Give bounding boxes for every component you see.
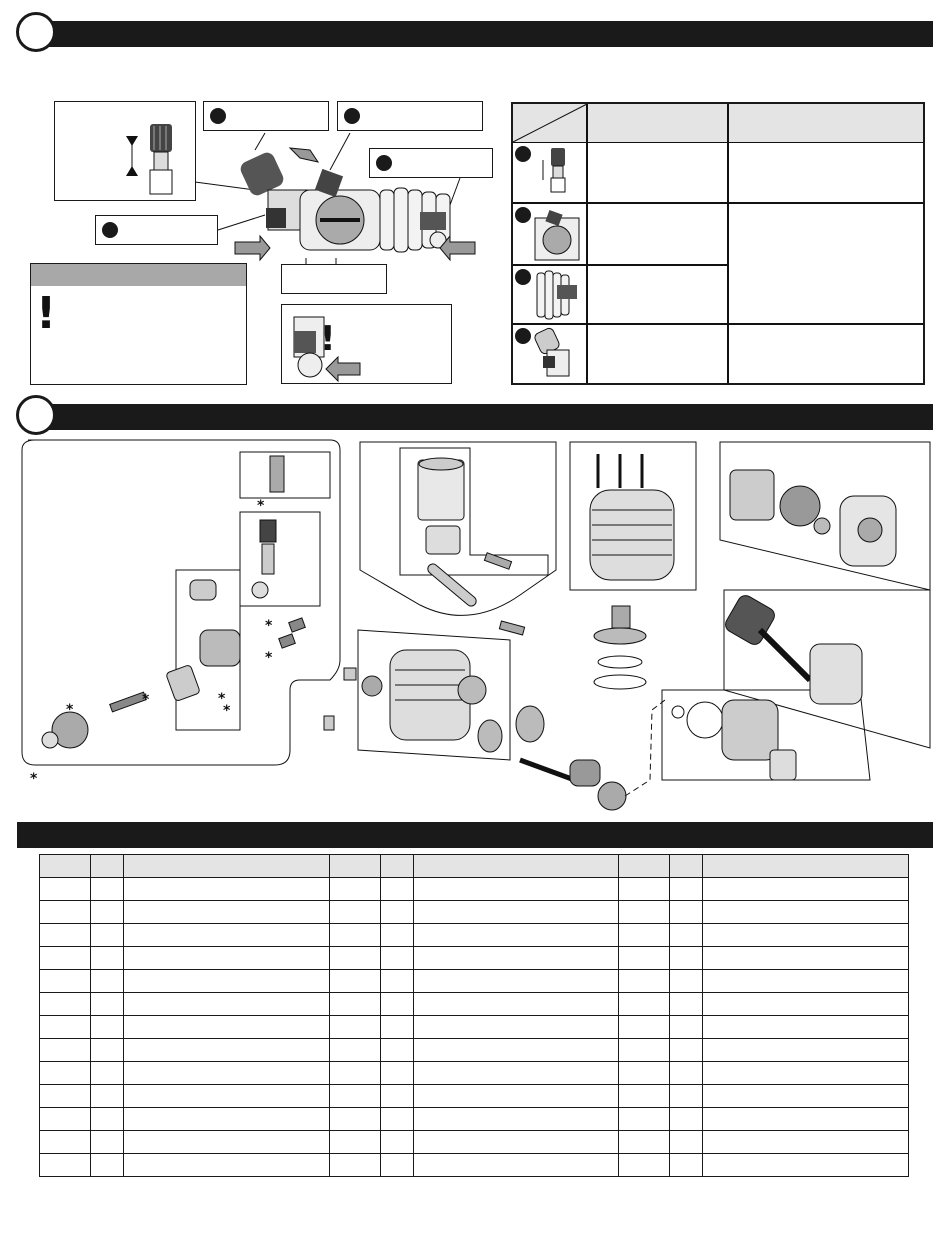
table-cell [380,1154,413,1177]
table-cell [123,1085,329,1108]
table-cell [670,1154,703,1177]
table-cell [329,1062,380,1085]
header-cell [90,855,123,878]
table-cell [123,1131,329,1154]
table-cell [329,993,380,1016]
table-cell [329,1131,380,1154]
warning-box [30,263,247,385]
table-cell [703,878,909,901]
asterisk-marker: * [265,618,273,634]
table-cell [670,878,703,901]
table-cell [380,1039,413,1062]
table-cell [619,901,670,924]
table-row [40,1062,909,1085]
table-cell [40,924,91,947]
table-cell [413,901,619,924]
table-cell [90,1131,123,1154]
table-cell [670,1039,703,1062]
table-cell [90,878,123,901]
table-cell [670,1085,703,1108]
table-cell [123,1039,329,1062]
header-diagonal [513,104,587,142]
table-row [40,1016,909,1039]
table-cell [619,1016,670,1039]
table-cell [619,1062,670,1085]
table-cell [413,1016,619,1039]
table-cell [703,1131,909,1154]
table-cell [90,947,123,970]
table-cell [670,993,703,1016]
table-cell [413,1131,619,1154]
table-cell [329,1154,380,1177]
table-cell [40,1016,91,1039]
warning-header [31,264,246,286]
header-cell [329,855,380,878]
header-cell [123,855,329,878]
table-row [40,901,909,924]
table-cell [703,1039,909,1062]
table-cell [619,1131,670,1154]
section-bar-parts-list [17,822,933,848]
table-cell [619,1085,670,1108]
table-row [40,1131,909,1154]
asterisk-marker: * [257,498,265,514]
exclamation-icon: ! [320,319,336,359]
table-cell [123,1062,329,1085]
table-cell [413,947,619,970]
table-cell [619,947,670,970]
table-row [40,947,909,970]
header-cell [619,855,670,878]
table-cell [380,1016,413,1039]
table-cell [703,1154,909,1177]
row-marker [515,146,531,162]
gap-measure-box [281,264,387,294]
section-number-circle [16,12,56,52]
header-cell [40,855,91,878]
table-row [40,1085,909,1108]
table-cell [123,993,329,1016]
table-cell [703,1016,909,1039]
table-cell [703,993,909,1016]
table-cell [380,1062,413,1085]
table-cell [670,1131,703,1154]
table-cell [619,1108,670,1131]
table-cell [90,901,123,924]
row-marker [515,207,531,223]
table-cell [90,993,123,1016]
header-cell [670,855,703,878]
table-cell [380,924,413,947]
engine-diagram [180,120,480,270]
table-cell [619,878,670,901]
section-number-circle [16,395,56,435]
table-cell [380,1085,413,1108]
table-cell [703,1085,909,1108]
table-cell [123,1016,329,1039]
table-cell [670,1016,703,1039]
idle-screw-icon [533,269,583,321]
parts-table [39,854,909,1177]
table-cell [123,924,329,947]
table-cell [329,901,380,924]
table-cell [703,947,909,970]
table-cell [123,1108,329,1131]
exclamation-icon: ! [36,288,57,339]
table-cell [90,1039,123,1062]
table-cell [670,1108,703,1131]
asterisk-marker: * [66,702,74,718]
table-cell [413,993,619,1016]
table-cell [329,1085,380,1108]
table-cell [90,1154,123,1177]
table-row [40,1154,909,1177]
table-cell [329,1016,380,1039]
asterisk-legend: * [30,771,38,787]
table-cell [703,1108,909,1131]
parts-table-header [40,855,909,878]
table-cell [413,924,619,947]
caution-box [281,304,452,384]
table-cell [329,1108,380,1131]
table-cell [40,1039,91,1062]
table-cell [40,878,91,901]
table-cell [413,1062,619,1085]
section-bar-exploded-view [36,404,933,430]
parts-table-body [40,878,909,1177]
table-cell [329,924,380,947]
table-row [40,1039,909,1062]
table-cell [703,1062,909,1085]
table-cell [123,1154,329,1177]
table-cell [703,901,909,924]
exploded-parts-view [0,430,950,820]
table-cell [703,924,909,947]
section-bar-needle-adjustment [36,21,933,47]
table-cell [40,1085,91,1108]
table-cell [703,970,909,993]
row-marker [515,269,531,285]
table-cell [380,1131,413,1154]
table-row [40,924,909,947]
asterisk-marker: * [223,703,231,719]
table-cell [40,993,91,1016]
table-cell [123,970,329,993]
table-cell [90,1085,123,1108]
table-cell [123,947,329,970]
table-cell [619,1039,670,1062]
low-speed-needle-icon [531,208,583,262]
header-cell [380,855,413,878]
table-cell [90,1016,123,1039]
asterisk-marker: * [218,691,226,707]
table-row [40,970,909,993]
table-cell [40,947,91,970]
table-cell [619,1154,670,1177]
table-cell [413,970,619,993]
table-cell [619,924,670,947]
row-marker [515,328,531,344]
table-cell [123,878,329,901]
throttle-stop-icon [533,328,583,380]
table-cell [90,970,123,993]
table-cell [670,947,703,970]
table-cell [380,993,413,1016]
table-cell [329,970,380,993]
table-cell [619,993,670,1016]
table-cell [329,947,380,970]
table-cell [329,878,380,901]
header-cell [413,855,619,878]
table-cell [40,1108,91,1131]
table-cell [619,970,670,993]
table-row [40,1108,909,1131]
table-cell [380,970,413,993]
table-cell [670,1062,703,1085]
table-cell [670,901,703,924]
table-cell [413,878,619,901]
table-cell [413,1039,619,1062]
table-cell [380,878,413,901]
table-cell [380,947,413,970]
table-cell [413,1154,619,1177]
needle-valve-icon [535,146,575,198]
table-cell [380,1108,413,1131]
table-cell [413,1108,619,1131]
adjustment-table [511,102,925,385]
table-row [40,993,909,1016]
table-cell [90,1108,123,1131]
table-cell [40,1131,91,1154]
table-cell [40,970,91,993]
table-cell [90,1062,123,1085]
table-cell [123,901,329,924]
table-row [40,878,909,901]
table-cell [380,901,413,924]
table-cell [670,924,703,947]
table-cell [413,1085,619,1108]
table-cell [329,1039,380,1062]
table-cell [40,1154,91,1177]
asterisk-marker: * [265,650,273,666]
header-cell [703,855,909,878]
table-cell [670,970,703,993]
table-cell [90,924,123,947]
asterisk-marker: * [142,692,150,708]
table-cell [40,901,91,924]
table-cell [40,1062,91,1085]
